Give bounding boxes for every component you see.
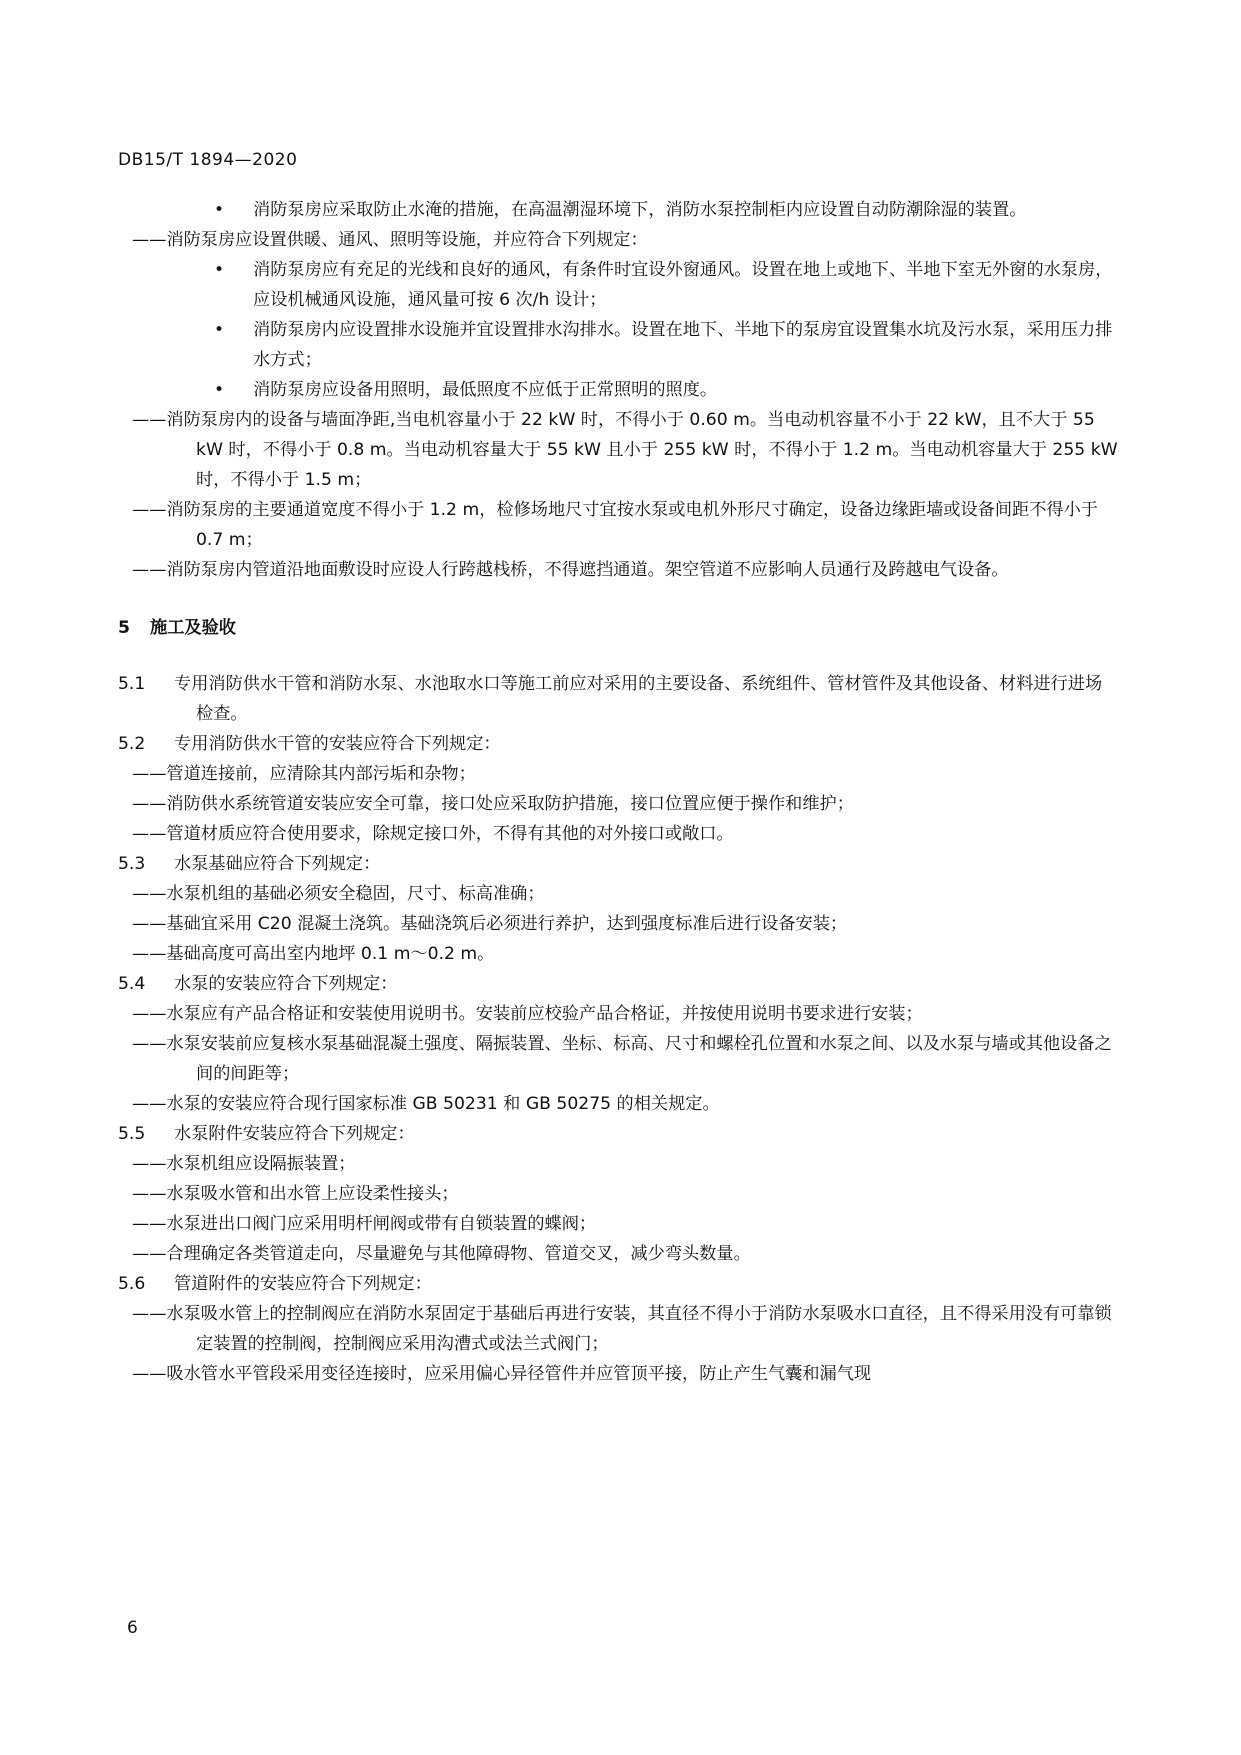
- clause-text: 管道附件的安装应符合下列规定：: [174, 1274, 432, 1294]
- bullet-item: [118, 195, 1118, 225]
- clause-item: [118, 849, 1118, 879]
- dash-list-item: ——吸水管水平管段采用变径连接时，应采用偏心异径管件并应管顶平接，防止产生气囊和漏气现: [132, 1364, 872, 1384]
- dash-list-item: ——水泵机组应设隔振装置；: [132, 1154, 356, 1174]
- bullet-text: 消防泵房应采取防止水淹的措施，在高温潮湿环境下，消防水泵控制柜内应设置自动防潮除湿的装置。: [253, 200, 1027, 220]
- bullet-text: 消防泵房应有充足的光线和良好的通风，有条件时宜设外窗通风。设置在地上或地下、半地下室无外窗的水泵房，应设机械通风设施，通风量可按 6 次/h 设计；: [253, 260, 1113, 310]
- clause-text: 专用消防供水干管的安装应符合下列规定：: [174, 734, 501, 754]
- dash-list-item: ——基础高度可高出室内地坪 0.1 m～0.2 m。: [132, 944, 495, 964]
- dash-list-item: ——水泵机组的基础必须安全稳固，尺寸、标高准确；: [132, 884, 545, 904]
- clause-item: [118, 669, 1118, 729]
- clause-number: 5.3: [118, 854, 146, 874]
- dash-list-item: ——水泵安装前应复核水泵基础混凝土强度、隔振装置、坐标、标高、尺寸和螺栓孔位置和水泵之间、以及水泵与墙或其他设备之间的间距等；: [132, 1034, 1112, 1084]
- bullet-icon: •: [214, 380, 225, 400]
- standard-code-header: DB15/T 1894—2020: [118, 150, 298, 170]
- dash-list-item: ——消防供水系统管道安装应安全可靠，接口处应采取防护措施，接口位置应便于操作和维护；: [132, 794, 854, 814]
- dash-list-item: ——基础宜采用 C20 混凝土浇筑。基础浇筑后必须进行养护，达到强度标准后进行设备安装；: [132, 914, 848, 934]
- section-number: 5: [118, 618, 130, 638]
- dash-list-item: ——消防泵房内的设备与墙面净距,当电机容量小于 22 kW 时，不得小于 0.60 m。当电动机容量不小于 22 kW，且不大于 55 kW 时，不得小于 0.8 m。当电动机容量大于 55 kW 且小于 255 kW 时，不得小于 1.2 m。当电动机容量大于 255 kW 时，不得小于 1.5 m；: [132, 410, 1118, 490]
- dash-list-item: ——水泵进出口阀门应采用明杆闸阀或带有自锁装置的蝶阀；: [132, 1214, 597, 1234]
- bullet-text: 消防泵房内应设置排水设施并宜设置排水沟排水。设置在地下、半地下的泵房宜设置集水坑及污水泵，采用压力排水方式；: [253, 320, 1113, 370]
- clause-number: 5.6: [118, 1274, 146, 1294]
- clause-text: 水泵附件安装应符合下列规定：: [174, 1124, 415, 1144]
- bullet-icon: •: [214, 200, 225, 220]
- clause-number: 5.5: [118, 1124, 146, 1144]
- bullet-text: 消防泵房应设备用照明，最低照度不应低于正常照明的照度。: [253, 380, 718, 400]
- dash-list-item: ——消防泵房的主要通道宽度不得小于 1.2 m，检修场地尺寸宜按水泵或电机外形尺寸确定，设备边缘距墙或设备间距不得小于 0.7 m；: [132, 500, 1098, 550]
- bullet-icon: •: [214, 320, 225, 340]
- clause-item: [118, 1269, 1118, 1299]
- section-heading: [118, 613, 1118, 643]
- bullet-item: [118, 315, 1118, 375]
- dash-list-item: ——水泵吸水管和出水管上应设柔性接头；: [132, 1184, 459, 1204]
- clause-item: [118, 729, 1118, 759]
- clause-number: 5.4: [118, 974, 146, 994]
- dash-list-item: ——水泵吸水管上的控制阀应在消防水泵固定于基础后再进行安装，其直径不得小于消防水泵吸水口直径，且不得采用没有可靠锁定装置的控制阀，控制阀应采用沟漕式或法兰式阀门；: [132, 1304, 1112, 1354]
- dash-list-item: ——消防泵房内管道沿地面敷设时应设人行跨越栈桥，不得遮挡通道。架空管道不应影响人员通行及跨越电气设备。: [132, 560, 1009, 580]
- bullet-icon: •: [214, 260, 225, 280]
- clause-text: 水泵的安装应符合下列规定：: [174, 974, 398, 994]
- dash-list-item: ——消防泵房应设置供暖、通风、照明等设施，并应符合下列规定：: [132, 230, 648, 250]
- dash-list-item: ——合理确定各类管道走向，尽量避免与其他障碍物、管道交叉，减少弯头数量。: [132, 1244, 751, 1264]
- page-number: 6: [127, 1618, 138, 1638]
- clause-item: [118, 1119, 1118, 1149]
- clause-text: 水泵基础应符合下列规定：: [174, 854, 381, 874]
- section-title: 施工及验收: [150, 618, 236, 638]
- dash-list-item: ——水泵的安装应符合现行国家标准 GB 50231 和 GB 50275 的相关规定。: [132, 1094, 720, 1114]
- clause-item: [118, 969, 1118, 999]
- document-body: [118, 195, 1118, 1389]
- dash-list-item: ——管道连接前，应清除其内部污垢和杂物；: [132, 764, 476, 784]
- clause-number: 5.1: [118, 674, 146, 694]
- dash-list-item: ——管道材质应符合使用要求，除规定接口外，不得有其他的对外接口或敞口。: [132, 824, 734, 844]
- bullet-item: [118, 375, 1118, 405]
- clause-number: 5.2: [118, 734, 146, 754]
- dash-list-item: ——水泵应有产品合格证和安装使用说明书。安装前应校验产品合格证，并按使用说明书要求进行安装；: [132, 1004, 923, 1024]
- bullet-item: [118, 255, 1118, 315]
- clause-text: 专用消防供水干管和消防水泵、水池取水口等施工前应对采用的主要设备、系统组件、管材管件及其他设备、材料进行进场检查。: [174, 674, 1103, 724]
